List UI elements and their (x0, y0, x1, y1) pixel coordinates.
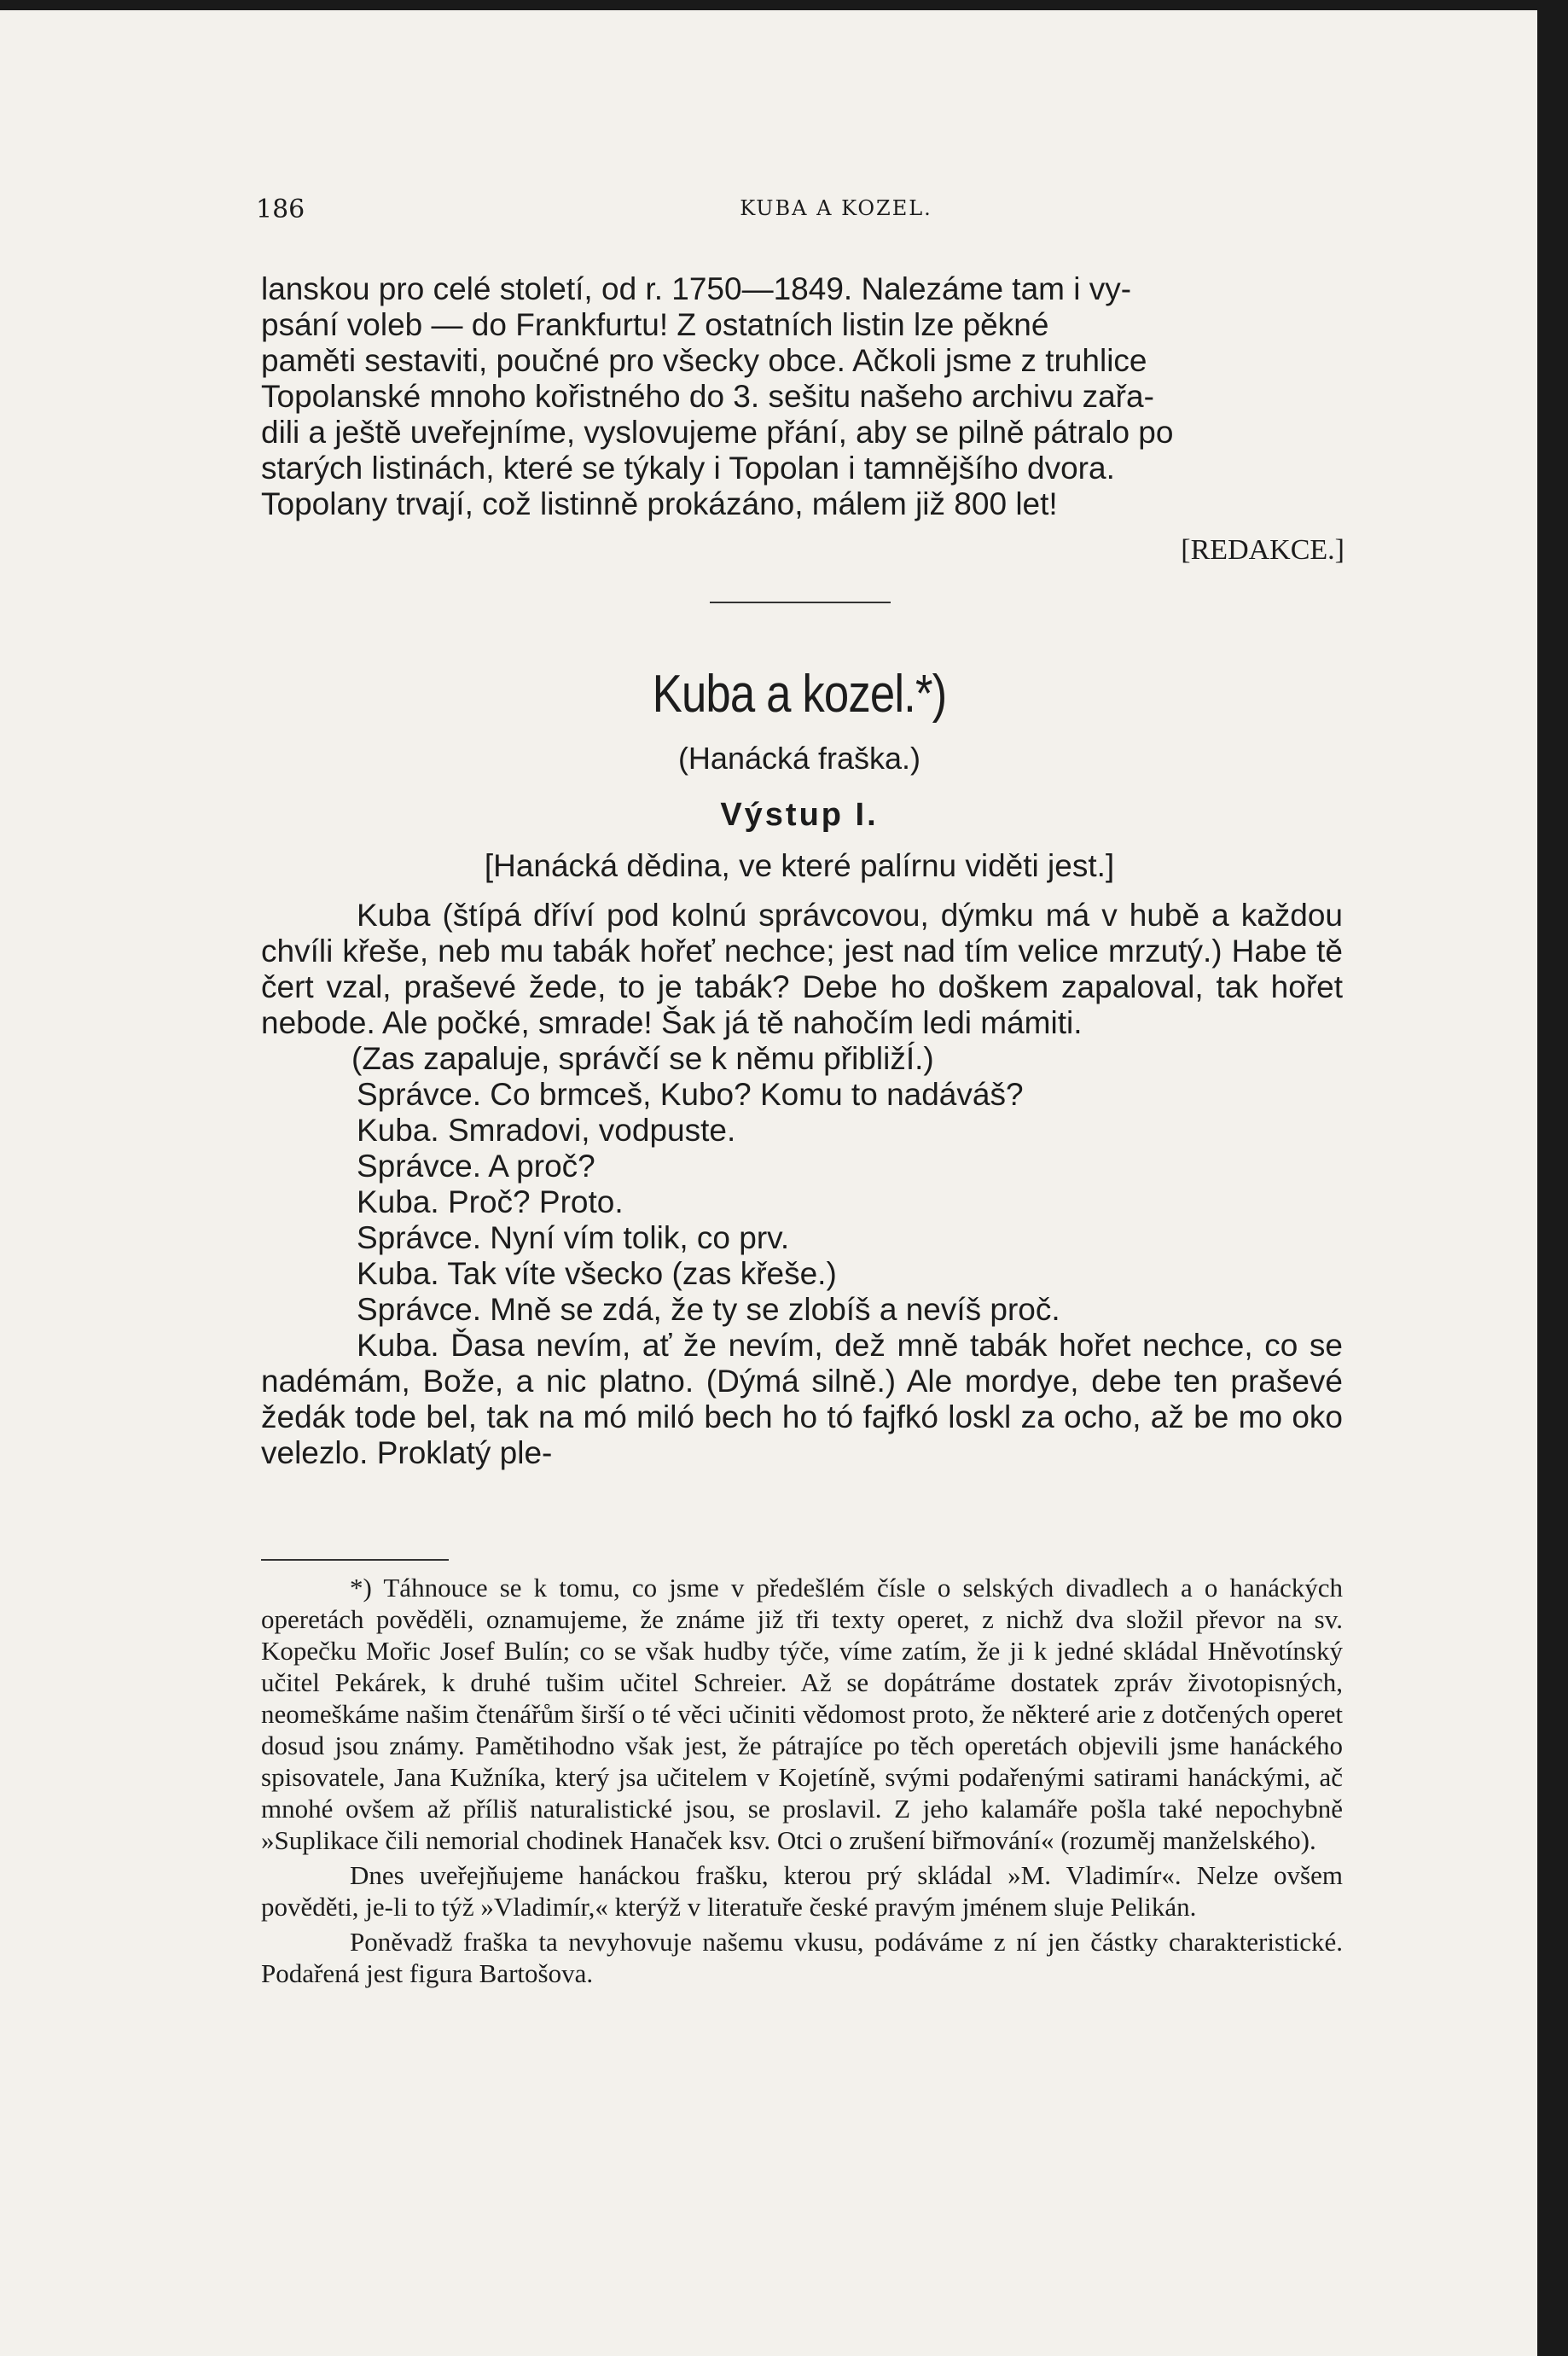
play-subtitle: (Hanácká fraška.) (677, 741, 921, 776)
scan-edge-right (1537, 0, 1568, 2356)
section-divider (710, 602, 891, 603)
dialogue-line: Kuba. Tak víte všecko (zas křeše.) (357, 1256, 837, 1291)
dialogue-line: Kuba. Ďasa nevím, ať že nevím, dež mně tabák hořet nechce, co se nadémám, Bože, a nic platno. (Dýmá silně.) Ale mordye, debe ten praševé žedák tode bel, tak na mó miló bech ho tó fajfkó loskl za ocho, až be mo oko velezlo. Proklatý ple- (261, 1328, 1343, 1470)
footnotes (261, 1572, 1343, 1989)
footnote-paragraph: Poněvadž fraška ta nevyhovuje našemu vkusu, podáváme z ní jen částky charakteristické. Podařená jest figura Bartošova. (261, 1927, 1343, 1988)
running-head (256, 195, 1348, 229)
dialogue-line: Správce. Nyní vím tolik, co prv. (357, 1220, 790, 1255)
intro-line: paměti sestaviti, poučné pro všecky obce. Ačkoli jsme z truhlice (261, 343, 1147, 378)
intro-line: psání voleb — do Frankfurtu! Z ostatních listin lze pěkné (261, 307, 1049, 342)
dialogue-line: Správce. Mně se zdá, že ty se zlobíš a nevíš proč. (357, 1292, 1060, 1327)
intro-line: Topolany trvají, což listinně prokázáno, málem již 800 let! (261, 486, 1058, 521)
stage-direction: (Zas zapaluje, správčí se k němu přibližÍ.) (351, 1041, 934, 1076)
intro-line: dili a ještě uveřejníme, vyslovujeme přání, aby se pilně pátralo po (261, 415, 1174, 450)
footnote-paragraph: Dnes uveřejňujeme hanáckou frašku, kterou prý skládal »M. Vladimír«. Nelze ovšem pověděti, je-li to týž »Vladimír,« kterýž v literatuře české pravým jménem sluje Pelikán. (261, 1860, 1343, 1922)
dialogue-line: Správce. Co brmceš, Kubo? Komu to nadáváš? (357, 1077, 1024, 1112)
editor-signature: [REDAKCE.] (1181, 534, 1344, 566)
scan-edge-top (0, 0, 1568, 10)
dialogue (261, 898, 1343, 1471)
footnote-rule (261, 1559, 449, 1561)
intro-line: starých listinách, které se týkaly i Topolan i tamnějšího dvora. (261, 451, 1115, 486)
intro-line: Topolanské mnoho kořistného do 3. sešitu našeho archivu zařa- (261, 379, 1154, 414)
page-number: 186 (256, 195, 305, 224)
scene-setting: [Hanácká dědina, ve které palírnu viděti jest.] (484, 848, 1115, 883)
dialogue-line: Kuba (štípá dříví pod kolnú správcovou, dýmku má v hubě a každou chvíli křeše, neb mu tabák hořeť nechce; jest nad tím velice mrzutý.) Habe tě čert vzal, praševé žede, to je tabák? Debe ho doškem zapaloval, tak hořet nebode. Ale počké, smrade! Šak já tě nahočím ledi mámiti. (261, 898, 1343, 1040)
play-title: Kuba a kozel.*) (652, 665, 947, 724)
dialogue-line: Správce. A proč? (357, 1149, 595, 1184)
dialogue-line: Kuba. Smradovi, vodpuste. (357, 1113, 736, 1148)
intro-line: lanskou pro celé století, od r. 1750—1849. Nalezáme tam i vy- (261, 271, 1132, 306)
running-title: KUBA A KOZEL. (740, 196, 932, 220)
intro-paragraph (261, 271, 1343, 522)
footnote-paragraph: *) Táhnouce se k tomu, co jsme v předešlém čísle o selských divadlech a o hanáckých operetách pověděli, oznamujeme, že známe již tři texty operet, z nichž dva složil převor na sv. Kopečku Mořic Josef Bulín; co se však hudby týče, víme zatím, že ji k jedné skládal Hněvotínský učitel Pekárek, k druhé tušim učitel Schreier. Až se dopátráme dostatek zpráv životopisných, neomeškáme našim čtenářům širší o té věci učiniti vědomost proto, že některé arie z dotčených operet dosud jsou známy. Pamětihodno však jest, že pátrajíce po těch operetách objevili jsme hanáckého spisovatele, Jana Kužníka, který jsa učitelem v Kojetíně, svými podařenými satirami hanáckými, ač mnohé ovšem až příliš naturalistické jsou, se proslavil. Z jeho kalamáře pošla také nepochybně »Suplikace čili nemorial chodinek Hanaček ksv. Otci o zrušení biřmování« (rozuměj manželského). (261, 1573, 1343, 1855)
scene-heading: Výstup I. (720, 797, 879, 833)
dialogue-line: Kuba. Proč? Proto. (357, 1184, 624, 1219)
